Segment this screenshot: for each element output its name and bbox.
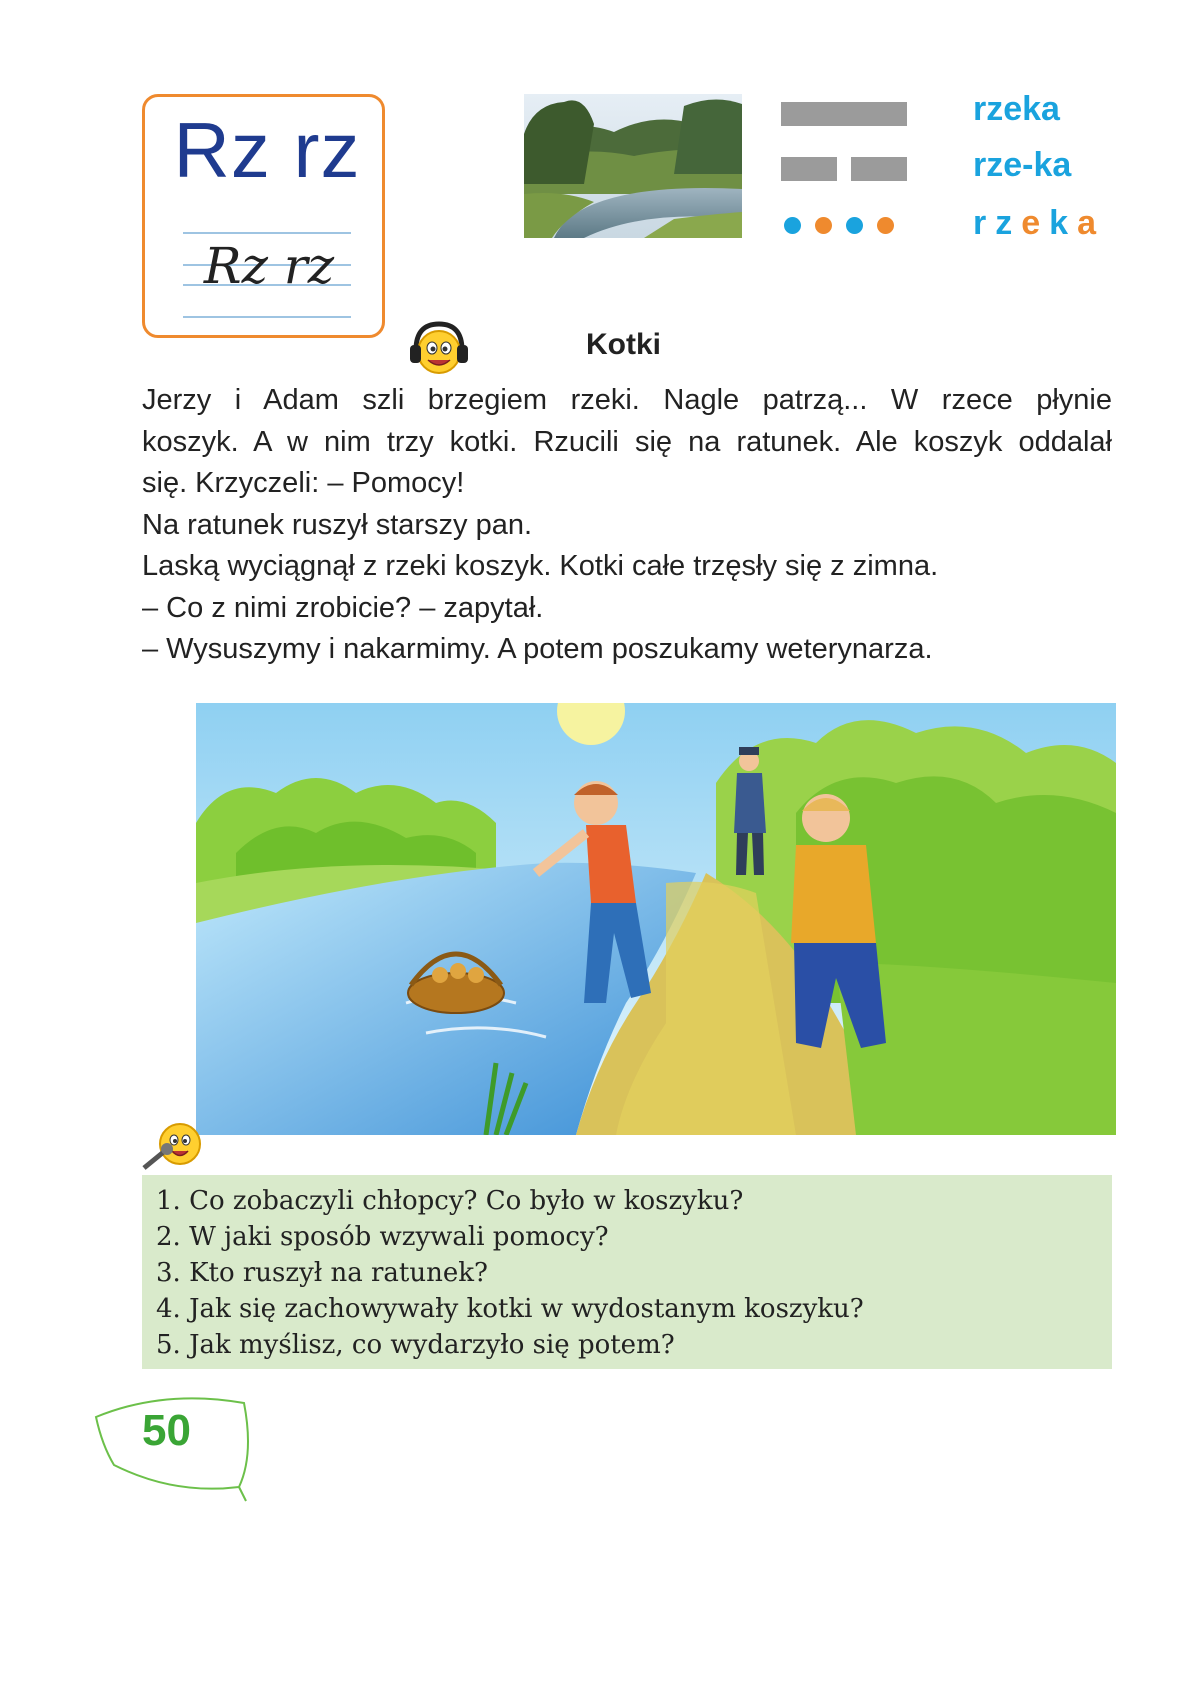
script-letters: Rz rz — [203, 237, 335, 295]
story-illustration — [196, 703, 1116, 1135]
word-whole: rzeka — [973, 90, 1060, 128]
headphones-icon — [408, 318, 470, 380]
story-line: – Co z nimi zrobicie? – zapytał. — [142, 591, 544, 624]
letter-dot — [815, 217, 832, 234]
word-syllables: rze-ka — [973, 146, 1072, 184]
syllable-bar-1 — [781, 157, 837, 181]
page-number: 50 — [142, 1406, 191, 1455]
story-line: Jerzy i Adam szli brzegiem rzeki. Nagle patrzą... W rzece płynie — [142, 384, 1112, 416]
questions-box — [142, 1175, 1112, 1369]
story-line: się. Krzyczeli: – Pomocy! — [142, 467, 465, 499]
question-item: 3. Kto ruszył na ratunek? — [156, 1258, 488, 1288]
printed-letters: Rz rz — [173, 106, 361, 194]
letter-dot — [877, 217, 894, 234]
syllable-bar-2 — [851, 157, 907, 181]
story-text — [142, 380, 1112, 671]
word-letters: rzeka — [973, 204, 1105, 242]
story-line: Na ratunek ruszył starszy pan. — [142, 508, 533, 541]
question-list — [156, 1183, 1098, 1363]
question-item: 1. Co zobaczyli chłopcy? Co było w koszyku? — [156, 1186, 744, 1216]
question-item: 5. Jak myślisz, co wydarzyło się potem? — [156, 1330, 675, 1360]
word-bar — [781, 102, 907, 126]
story-line: Laską wyciągnął z rzeki koszyk. Kotki całe trzęsły się z zimna. — [142, 550, 939, 582]
question-item: 4. Jak się zachowywały kotki w wydostanym koszyku? — [156, 1294, 864, 1324]
speaking-emoji-icon — [140, 1120, 204, 1172]
story-title: Kotki — [586, 328, 661, 361]
story-line: – Wysuszymy i nakarmimy. A potem poszukamy weterynarza. — [142, 633, 933, 665]
river-photo — [524, 94, 742, 238]
story-line: koszyk. A w nim trzy kotki. Rzucili się na ratunek. Ale koszyk oddalał — [142, 425, 1112, 458]
letter-card — [142, 94, 385, 338]
letter-dot — [846, 217, 863, 234]
letter-dot — [784, 217, 801, 234]
question-item: 2. W jaki sposób wzywali pomocy? — [156, 1222, 609, 1252]
